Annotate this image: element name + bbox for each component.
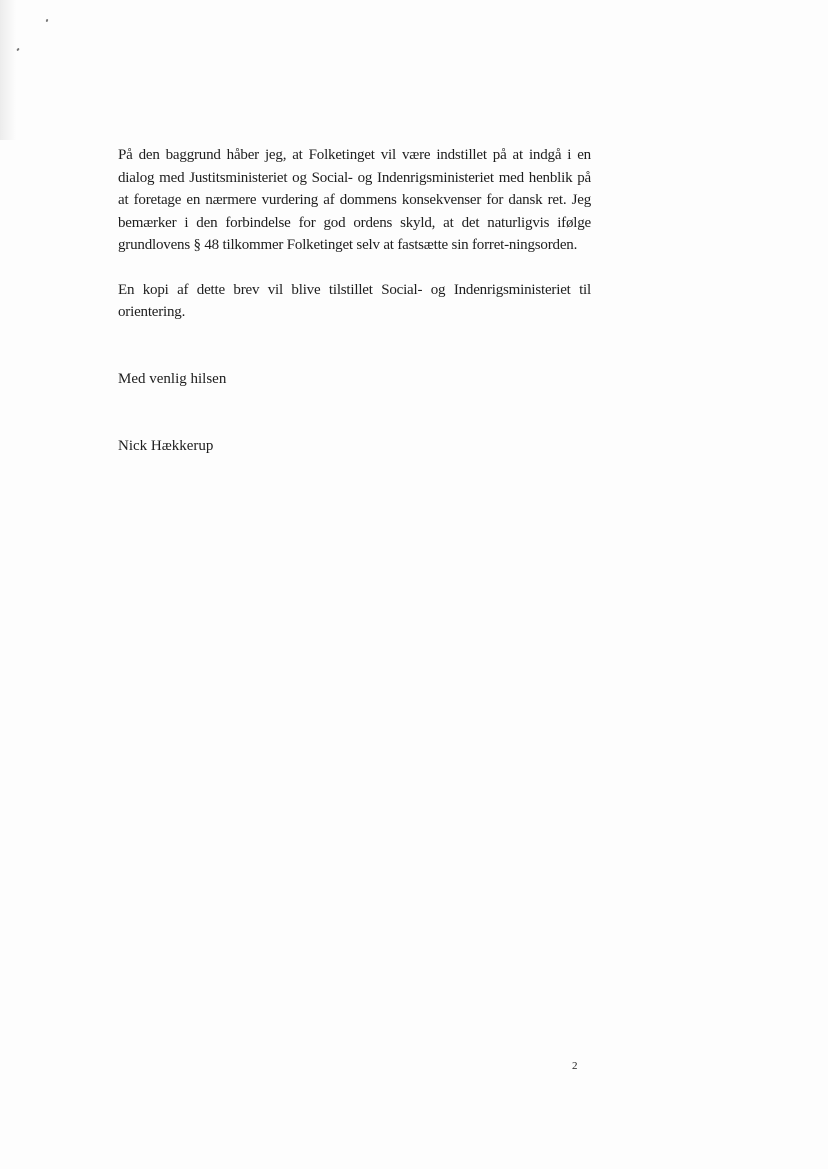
page-number: 2 [572, 1060, 578, 1072]
scan-speck [16, 48, 19, 52]
closing-greeting: Med venlig hilsen [118, 370, 227, 387]
letter-body [118, 144, 591, 458]
scan-speck [46, 19, 49, 23]
signature-name: Nick Hækkerup [118, 438, 214, 454]
paragraph-dialog-request: På den baggrund håber jeg, at Folketinget vil være indstillet på at indgå i en dialog med Justitsministeriet og Social- og Indenrigsministeriet med henblik på at foretage en nærmere vurdering af dommens konsekvenser for dansk ret. Jeg bemærker i den forbindelse for god ordens skyld, at det naturligvis ifølge grundlovens § 48 tilkommer Folketinget selv at fastsætte sin forret-ningsorden. [118, 147, 591, 253]
paragraph-copy-notice: En kopi af dette brev vil blive tilstillet Social- og Indenrigsministeriet til orientering. [118, 281, 591, 320]
scan-edge-shadow [0, 0, 16, 140]
